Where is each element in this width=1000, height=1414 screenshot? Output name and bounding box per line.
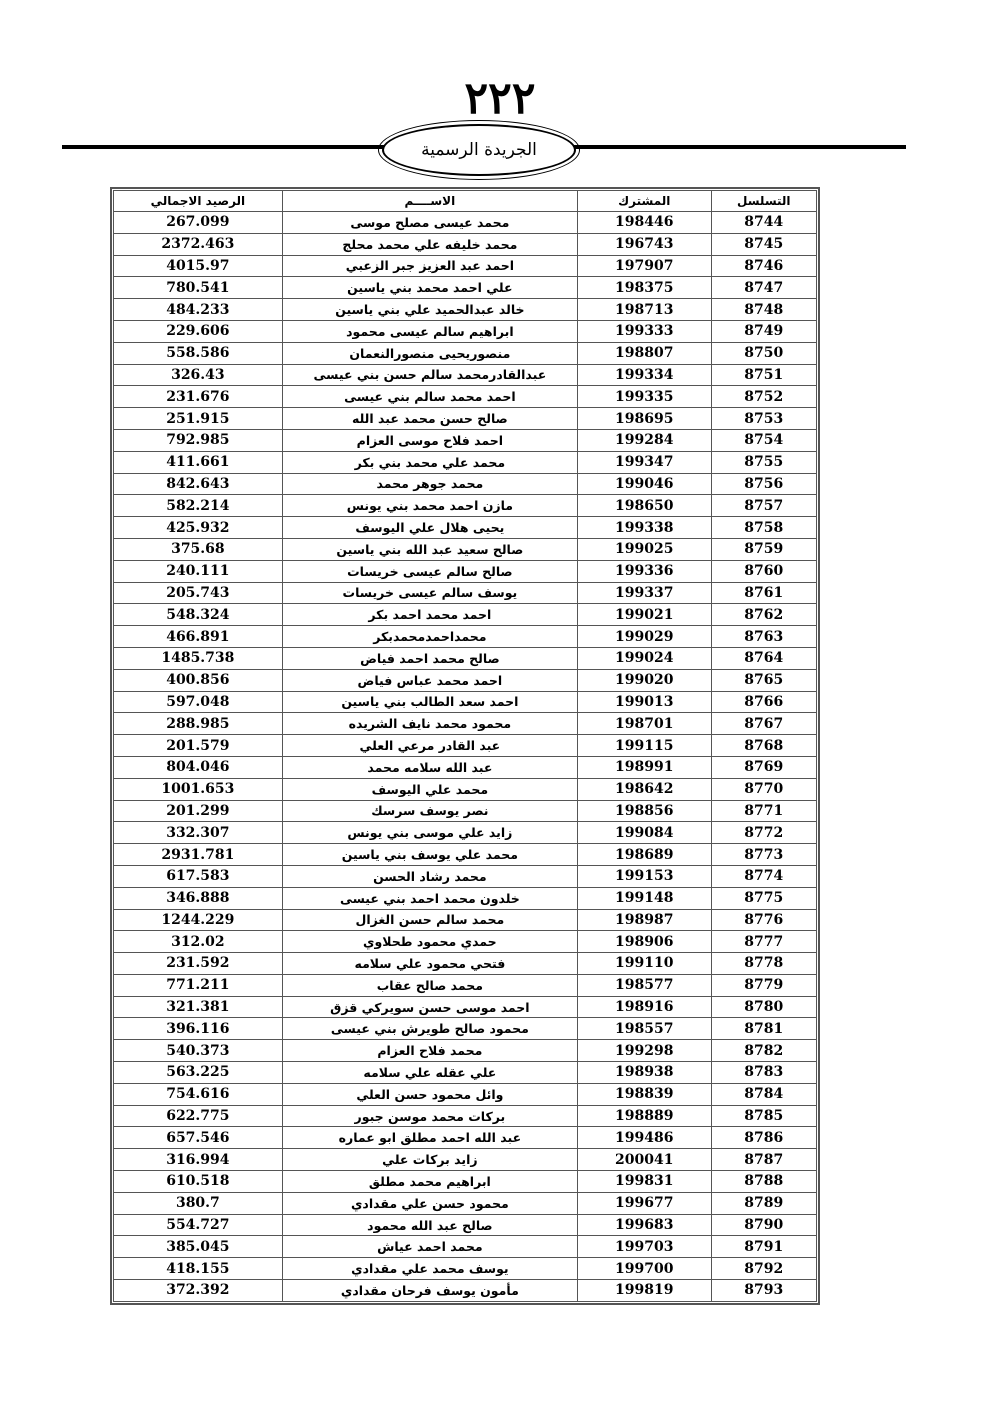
balance-cell: 484.233: [114, 299, 283, 321]
serial-cell: 8759: [711, 538, 816, 560]
serial-cell: 8767: [711, 713, 816, 735]
serial-cell: 8787: [711, 1149, 816, 1171]
serial-cell: 8751: [711, 364, 816, 386]
column-header-subscriber: المشترك: [578, 191, 712, 212]
serial-cell: 8788: [711, 1171, 816, 1193]
serial-cell: 8762: [711, 604, 816, 626]
table-row: [114, 495, 817, 517]
serial-cell: 8793: [711, 1280, 816, 1302]
subscriber-cell: 199337: [578, 582, 712, 604]
serial-cell: 8765: [711, 669, 816, 691]
name-cell: محمد سالم حسن الغزال: [282, 909, 577, 931]
name-cell: محمد علي محمد بني بكر: [282, 451, 577, 473]
serial-cell: 8789: [711, 1192, 816, 1214]
balance-cell: 842.643: [114, 473, 283, 495]
name-cell: مازن احمد محمد بني يونس: [282, 495, 577, 517]
table-row: [114, 233, 817, 255]
table-row: [114, 974, 817, 996]
column-header-name: الاســــم: [282, 191, 577, 212]
balance-cell: 792.985: [114, 429, 283, 451]
balance-cell: 2931.781: [114, 844, 283, 866]
subscriber-cell: 198689: [578, 844, 712, 866]
name-cell: بركات محمد موسن جبور: [282, 1105, 577, 1127]
subscriber-cell: 197907: [578, 255, 712, 277]
serial-cell: 8766: [711, 691, 816, 713]
balance-cell: 582.214: [114, 495, 283, 517]
table-row: [114, 538, 817, 560]
balance-cell: 418.155: [114, 1258, 283, 1280]
table-row: [114, 887, 817, 909]
table-row: [114, 1105, 817, 1127]
subscriber-cell: 199677: [578, 1192, 712, 1214]
serial-cell: 8768: [711, 735, 816, 757]
subscriber-cell: 198701: [578, 713, 712, 735]
balance-cell: 400.856: [114, 669, 283, 691]
balance-cell: 312.02: [114, 931, 283, 953]
table-row: [114, 778, 817, 800]
table-row: [114, 1192, 817, 1214]
table-row: [114, 277, 817, 299]
serial-cell: 8757: [711, 495, 816, 517]
name-cell: حمدي محمود طحلاوي: [282, 931, 577, 953]
serial-cell: 8782: [711, 1040, 816, 1062]
name-cell: زايد علي موسى بني يونس: [282, 822, 577, 844]
balance-cell: 540.373: [114, 1040, 283, 1062]
subscriber-cell: 199298: [578, 1040, 712, 1062]
table-row: [114, 451, 817, 473]
balance-cell: 321.381: [114, 996, 283, 1018]
balance-cell: 240.111: [114, 560, 283, 582]
subscriber-cell: 199084: [578, 822, 712, 844]
subscriber-cell: 198695: [578, 408, 712, 430]
balance-cell: 251.915: [114, 408, 283, 430]
table-row: [114, 342, 817, 364]
serial-cell: 8773: [711, 844, 816, 866]
name-cell: احمد محمد عباس فياض: [282, 669, 577, 691]
table-row: [114, 364, 817, 386]
name-cell: علي احمد محمد بني ياسين: [282, 277, 577, 299]
name-cell: صالح عبد الله محمود: [282, 1214, 577, 1236]
balance-cell: 466.891: [114, 626, 283, 648]
table-row: [114, 865, 817, 887]
page-number: ٢٢٢: [464, 73, 536, 124]
table-row: [114, 647, 817, 669]
table-row: [114, 1062, 817, 1084]
name-cell: وائل محمود حسن العلي: [282, 1083, 577, 1105]
subscriber-cell: 199020: [578, 669, 712, 691]
table-row: [114, 473, 817, 495]
balance-cell: 780.541: [114, 277, 283, 299]
balance-cell: 1244.229: [114, 909, 283, 931]
name-cell: محمداحمدمحمدبكر: [282, 626, 577, 648]
name-cell: يوسف محمد علي مقدادي: [282, 1258, 577, 1280]
balance-cell: 346.888: [114, 887, 283, 909]
name-cell: مأمون يوسف فرحان مقدادي: [282, 1280, 577, 1302]
name-cell: صالح حسن محمد عبد الله: [282, 408, 577, 430]
subscriber-cell: 200041: [578, 1149, 712, 1171]
table-row: [114, 1083, 817, 1105]
table-row: [114, 691, 817, 713]
table-body: [114, 212, 817, 1302]
name-cell: محمد احمد عياش: [282, 1236, 577, 1258]
serial-cell: 8754: [711, 429, 816, 451]
subscriber-cell: 198807: [578, 342, 712, 364]
table-row: [114, 429, 817, 451]
serial-cell: 8764: [711, 647, 816, 669]
serial-cell: 8760: [711, 560, 816, 582]
balance-cell: 396.116: [114, 1018, 283, 1040]
serial-cell: 8750: [711, 342, 816, 364]
serial-cell: 8786: [711, 1127, 816, 1149]
table-row: [114, 255, 817, 277]
serial-cell: 8779: [711, 974, 816, 996]
table-row: [114, 931, 817, 953]
gazette-masthead: [382, 124, 576, 176]
subscriber-cell: 199025: [578, 538, 712, 560]
name-cell: صالح سالم عيسى خريسات: [282, 560, 577, 582]
serial-cell: 8791: [711, 1236, 816, 1258]
subscriber-cell: 198577: [578, 974, 712, 996]
subscriber-cell: 199284: [578, 429, 712, 451]
serial-cell: 8748: [711, 299, 816, 321]
subscriber-cell: 198446: [578, 212, 712, 234]
gazette-title: الجريدة الرسمية: [421, 140, 537, 160]
subscriber-cell: 198856: [578, 800, 712, 822]
name-cell: عبد القادر مرعي العلي: [282, 735, 577, 757]
name-cell: محمد علي يوسف بني ياسين: [282, 844, 577, 866]
serial-cell: 8753: [711, 408, 816, 430]
table-row: [114, 299, 817, 321]
balance-cell: 229.606: [114, 320, 283, 342]
table-row: [114, 800, 817, 822]
table-row: [114, 1171, 817, 1193]
balance-cell: 425.932: [114, 517, 283, 539]
subscriber-cell: 198839: [578, 1083, 712, 1105]
subscriber-cell: 199335: [578, 386, 712, 408]
balance-cell: 622.775: [114, 1105, 283, 1127]
subscribers-table: [110, 187, 820, 1305]
name-cell: محمود حسن علي مقدادي: [282, 1192, 577, 1214]
serial-cell: 8770: [711, 778, 816, 800]
table-row: [114, 756, 817, 778]
balance-cell: 326.43: [114, 364, 283, 386]
table-row: [114, 1018, 817, 1040]
subscriber-cell: 198713: [578, 299, 712, 321]
table-row: [114, 1280, 817, 1302]
balance-cell: 1001.653: [114, 778, 283, 800]
subscriber-cell: 199700: [578, 1258, 712, 1280]
name-cell: محمود صالح طويرش بني عيسى: [282, 1018, 577, 1040]
subscriber-cell: 199148: [578, 887, 712, 909]
table-row: [114, 953, 817, 975]
serial-cell: 8758: [711, 517, 816, 539]
serial-cell: 8778: [711, 953, 816, 975]
subscriber-cell: 198987: [578, 909, 712, 931]
serial-cell: 8780: [711, 996, 816, 1018]
subscriber-cell: 198650: [578, 495, 712, 517]
table-row: [114, 713, 817, 735]
balance-cell: 563.225: [114, 1062, 283, 1084]
name-cell: منصوريحيى منصورالنعمان: [282, 342, 577, 364]
name-cell: عبدالقادرمحمد سالم حسن بني عيسى: [282, 364, 577, 386]
balance-cell: 804.046: [114, 756, 283, 778]
table-row: [114, 822, 817, 844]
serial-cell: 8783: [711, 1062, 816, 1084]
name-cell: محمود محمد نايف الشريده: [282, 713, 577, 735]
table-row: [114, 669, 817, 691]
name-cell: ابراهيم سالم عيسى محمود: [282, 320, 577, 342]
serial-cell: 8745: [711, 233, 816, 255]
name-cell: محمد علي اليوسف: [282, 778, 577, 800]
balance-cell: 771.211: [114, 974, 283, 996]
name-cell: احمد سعد الطالب بني ياسين: [282, 691, 577, 713]
table-row: [114, 582, 817, 604]
subscriber-cell: 198889: [578, 1105, 712, 1127]
serial-cell: 8756: [711, 473, 816, 495]
table-row: [114, 844, 817, 866]
balance-cell: 411.661: [114, 451, 283, 473]
subscriber-cell: 199338: [578, 517, 712, 539]
serial-cell: 8775: [711, 887, 816, 909]
table-row: [114, 1258, 817, 1280]
subscriber-cell: 198906: [578, 931, 712, 953]
name-cell: احمد موسى حسن سويركي قزق: [282, 996, 577, 1018]
table-row: [114, 320, 817, 342]
balance-cell: 554.727: [114, 1214, 283, 1236]
serial-cell: 8776: [711, 909, 816, 931]
name-cell: احمد محمد سالم بني عيسى: [282, 386, 577, 408]
name-cell: احمد فلاح موسى العزام: [282, 429, 577, 451]
balance-cell: 617.583: [114, 865, 283, 887]
name-cell: زايد بركات علي: [282, 1149, 577, 1171]
serial-cell: 8761: [711, 582, 816, 604]
table-row: [114, 1127, 817, 1149]
serial-cell: 8744: [711, 212, 816, 234]
subscriber-cell: 199115: [578, 735, 712, 757]
subscriber-cell: 199486: [578, 1127, 712, 1149]
subscriber-cell: 199703: [578, 1236, 712, 1258]
serial-cell: 8752: [711, 386, 816, 408]
name-cell: نصر يوسف سرسك: [282, 800, 577, 822]
balance-cell: 288.985: [114, 713, 283, 735]
subscriber-cell: 199013: [578, 691, 712, 713]
subscriber-cell: 199336: [578, 560, 712, 582]
balance-cell: 201.579: [114, 735, 283, 757]
subscriber-cell: 198375: [578, 277, 712, 299]
serial-cell: 8771: [711, 800, 816, 822]
name-cell: عبد الله احمد مطلق ابو عماره: [282, 1127, 577, 1149]
name-cell: يوسف سالم عيسى خريسات: [282, 582, 577, 604]
header-rule-left: [62, 145, 384, 149]
header-rule-right: [574, 145, 906, 149]
subscriber-cell: 199334: [578, 364, 712, 386]
subscriber-cell: 198642: [578, 778, 712, 800]
subscriber-cell: 199683: [578, 1214, 712, 1236]
serial-cell: 8785: [711, 1105, 816, 1127]
balance-cell: 375.68: [114, 538, 283, 560]
table-header-row: [114, 191, 817, 212]
subscriber-cell: 198991: [578, 756, 712, 778]
name-cell: محمد رشاد الحسن: [282, 865, 577, 887]
column-header-total-balance: الرصيد الاجمالي: [114, 191, 283, 212]
name-cell: علي عقله علي سلامه: [282, 1062, 577, 1084]
table-row: [114, 735, 817, 757]
table-row: [114, 560, 817, 582]
serial-cell: 8792: [711, 1258, 816, 1280]
table-row: [114, 626, 817, 648]
name-cell: خلدون محمد احمد بني عيسى: [282, 887, 577, 909]
table-row: [114, 604, 817, 626]
name-cell: ابراهيم محمد مطلق: [282, 1171, 577, 1193]
name-cell: محمد صالح عقاب: [282, 974, 577, 996]
subscriber-cell: 199024: [578, 647, 712, 669]
table-row: [114, 212, 817, 234]
serial-cell: 8777: [711, 931, 816, 953]
subscriber-cell: 199347: [578, 451, 712, 473]
serial-cell: 8790: [711, 1214, 816, 1236]
balance-cell: 267.099: [114, 212, 283, 234]
subscriber-cell: 199831: [578, 1171, 712, 1193]
balance-cell: 372.392: [114, 1280, 283, 1302]
balance-cell: 548.324: [114, 604, 283, 626]
serial-cell: 8755: [711, 451, 816, 473]
subscriber-cell: 199046: [578, 473, 712, 495]
subscriber-cell: 198916: [578, 996, 712, 1018]
subscriber-cell: 199153: [578, 865, 712, 887]
name-cell: خالد عبدالحميد علي بني ياسين: [282, 299, 577, 321]
balance-cell: 231.592: [114, 953, 283, 975]
balance-cell: 610.518: [114, 1171, 283, 1193]
serial-cell: 8746: [711, 255, 816, 277]
balance-cell: 205.743: [114, 582, 283, 604]
balance-cell: 597.048: [114, 691, 283, 713]
balance-cell: 558.586: [114, 342, 283, 364]
balance-cell: 332.307: [114, 822, 283, 844]
balance-cell: 2372.463: [114, 233, 283, 255]
name-cell: يحيى هلال علي اليوسف: [282, 517, 577, 539]
column-header-serial: التسلسل: [711, 191, 816, 212]
balance-cell: 385.045: [114, 1236, 283, 1258]
name-cell: محمد جوهر محمد: [282, 473, 577, 495]
table-row: [114, 517, 817, 539]
subscriber-cell: 198557: [578, 1018, 712, 1040]
table-row: [114, 386, 817, 408]
name-cell: فتحي محمود علي سلامه: [282, 953, 577, 975]
name-cell: محمد فلاح العزام: [282, 1040, 577, 1062]
balance-cell: 754.616: [114, 1083, 283, 1105]
table-row: [114, 909, 817, 931]
name-cell: محمد خليفه علي محمد محلج: [282, 233, 577, 255]
name-cell: عبد الله سلامه محمد: [282, 756, 577, 778]
serial-cell: 8781: [711, 1018, 816, 1040]
name-cell: احمد محمد احمد بكر: [282, 604, 577, 626]
serial-cell: 8749: [711, 320, 816, 342]
table-row: [114, 996, 817, 1018]
name-cell: صالح سعيد عبد الله بني ياسين: [282, 538, 577, 560]
balance-cell: 231.676: [114, 386, 283, 408]
table-row: [114, 1040, 817, 1062]
balance-cell: 1485.738: [114, 647, 283, 669]
balance-cell: 201.299: [114, 800, 283, 822]
serial-cell: 8772: [711, 822, 816, 844]
serial-cell: 8763: [711, 626, 816, 648]
balance-cell: 380.7: [114, 1192, 283, 1214]
balance-cell: 4015.97: [114, 255, 283, 277]
serial-cell: 8774: [711, 865, 816, 887]
subscriber-cell: 199029: [578, 626, 712, 648]
balance-cell: 657.546: [114, 1127, 283, 1149]
serial-cell: 8747: [711, 277, 816, 299]
table-row: [114, 1214, 817, 1236]
name-cell: محمد عيسى مصلح موسى: [282, 212, 577, 234]
name-cell: صالح محمد احمد فياض: [282, 647, 577, 669]
subscriber-cell: 199110: [578, 953, 712, 975]
serial-cell: 8769: [711, 756, 816, 778]
table-row: [114, 1149, 817, 1171]
balance-cell: 316.994: [114, 1149, 283, 1171]
subscriber-cell: 196743: [578, 233, 712, 255]
table-row: [114, 408, 817, 430]
subscriber-cell: 199819: [578, 1280, 712, 1302]
name-cell: احمد عبد العزيز جبر الزعبي: [282, 255, 577, 277]
serial-cell: 8784: [711, 1083, 816, 1105]
subscriber-cell: 199021: [578, 604, 712, 626]
subscriber-cell: 198938: [578, 1062, 712, 1084]
subscriber-cell: 199333: [578, 320, 712, 342]
table-row: [114, 1236, 817, 1258]
